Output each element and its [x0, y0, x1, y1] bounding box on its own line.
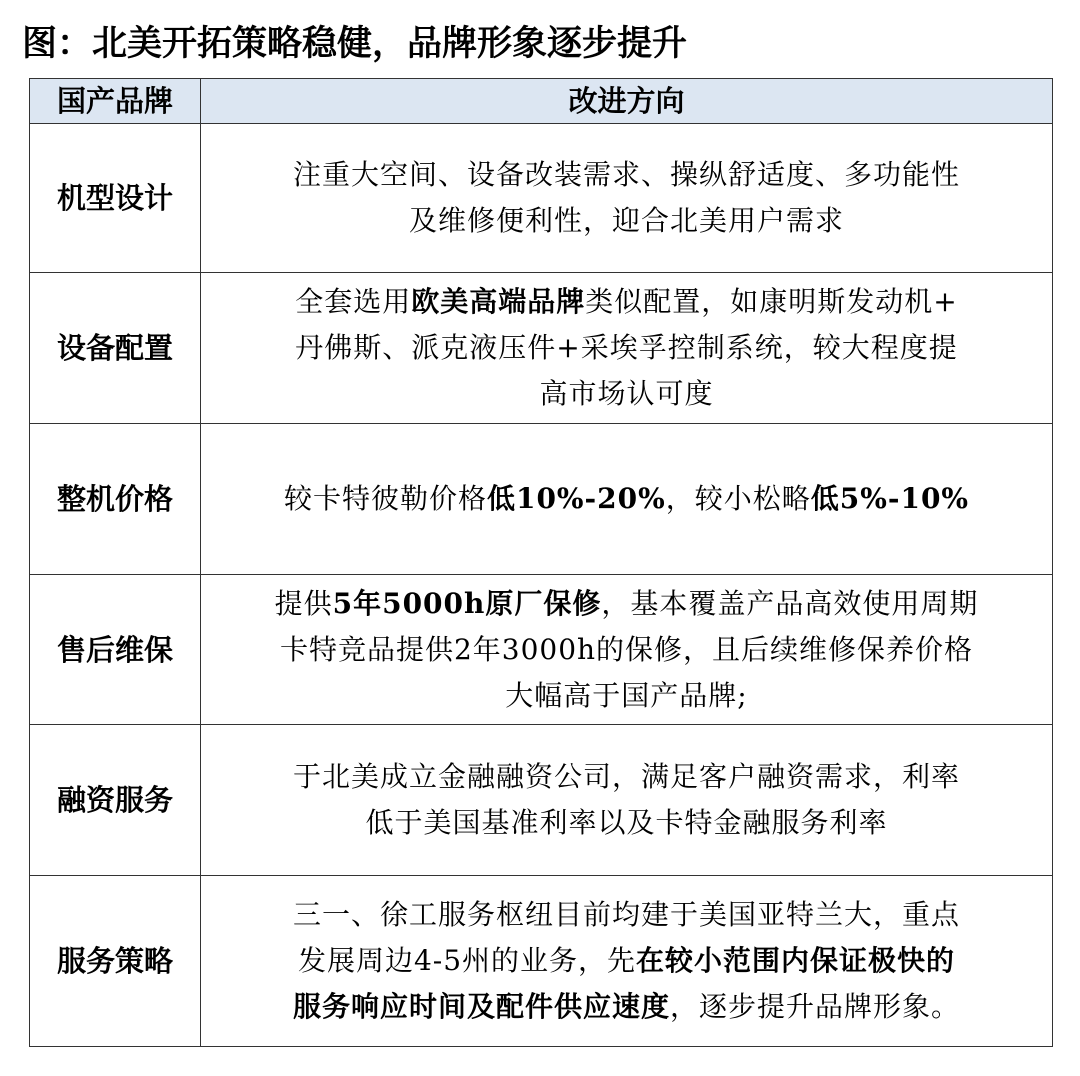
description-line: [201, 800, 1052, 846]
row-description: [201, 876, 1053, 1047]
comparison-table: [29, 78, 1053, 1047]
description-line: [201, 325, 1052, 371]
header-brand: 国产品牌: [30, 79, 201, 124]
description-text: 大幅高于国产品牌;: [505, 678, 748, 712]
description-line: [201, 938, 1052, 984]
description-text: 注重大空间、设备改装需求、操纵舒适度、多功能性: [292, 158, 960, 191]
table-row: [30, 273, 1053, 424]
description-text: 全套选用: [295, 285, 412, 318]
highlight-text: 低5%-10%: [810, 482, 970, 515]
figure-title: 图：北美开拓策略稳健，品牌形象逐步提升: [22, 24, 688, 64]
description-text: 低于美国基准利率以及卡特金融服务利率: [365, 806, 888, 839]
description-line: [201, 984, 1052, 1030]
table-header-row: [30, 79, 1053, 124]
description-line: [201, 892, 1052, 938]
row-category: 融资服务: [30, 725, 201, 876]
row-description: [201, 725, 1053, 876]
description-line: [201, 581, 1052, 627]
description-line: [201, 152, 1052, 198]
header-direction: 改进方向: [201, 79, 1053, 124]
row-category: 设备配置: [30, 273, 201, 424]
description-text: 卡特竞品提供2年3000h的保修，且后续维修保养价格: [279, 632, 974, 666]
row-description: [201, 575, 1053, 725]
description-text: 及维修便利性，迎合北美用户需求: [408, 204, 844, 237]
row-description: [201, 124, 1053, 273]
row-category: 机型设计: [30, 124, 201, 273]
description-line: [201, 198, 1052, 244]
description-text: 较卡特彼勒价格: [283, 482, 487, 515]
row-description: [201, 273, 1053, 424]
description-line: [201, 627, 1052, 673]
description-text: ，逐步提升品牌形象。: [670, 990, 961, 1023]
description-line: [201, 754, 1052, 800]
highlight-text: 服务响应时间及配件供应速度: [292, 990, 670, 1023]
description-line: [201, 673, 1052, 719]
description-text: 类似配置，如康明斯发动机+: [585, 285, 958, 318]
description-text: 三一、徐工服务枢纽目前均建于美国亚特兰大，重点: [292, 898, 960, 931]
description-text: ，基本覆盖产品高效使用周期: [601, 586, 979, 620]
table-row: [30, 424, 1053, 575]
row-category: 服务策略: [30, 876, 201, 1047]
row-category: 售后维保: [30, 575, 201, 725]
description-line: [201, 279, 1052, 325]
table-row: [30, 124, 1053, 273]
table-row: [30, 725, 1053, 876]
description-text: ，较小松略: [665, 482, 811, 515]
table-row: [30, 876, 1053, 1047]
description-text: 发展周边4-5州的业务，先: [297, 944, 637, 977]
description-line: [201, 476, 1052, 522]
table-row: [30, 575, 1053, 725]
highlight-text: 欧美高端品牌: [411, 285, 586, 318]
row-category: 整机价格: [30, 424, 201, 575]
description-line: [201, 371, 1052, 417]
description-text: 丹佛斯、派克液压件+采埃孚控制系统，较大程度提: [295, 331, 958, 364]
highlight-text: 在较小范围内保证极快的: [636, 944, 956, 977]
description-text: 提供: [274, 586, 333, 620]
highlight-text: 低10%-20%: [486, 482, 666, 515]
row-description: [201, 424, 1053, 575]
description-text: 高市场认可度: [539, 377, 714, 410]
description-text: 于北美成立金融融资公司，满足客户融资需求，利率: [292, 760, 960, 793]
highlight-text: 5年5000h原厂保修: [332, 586, 602, 620]
